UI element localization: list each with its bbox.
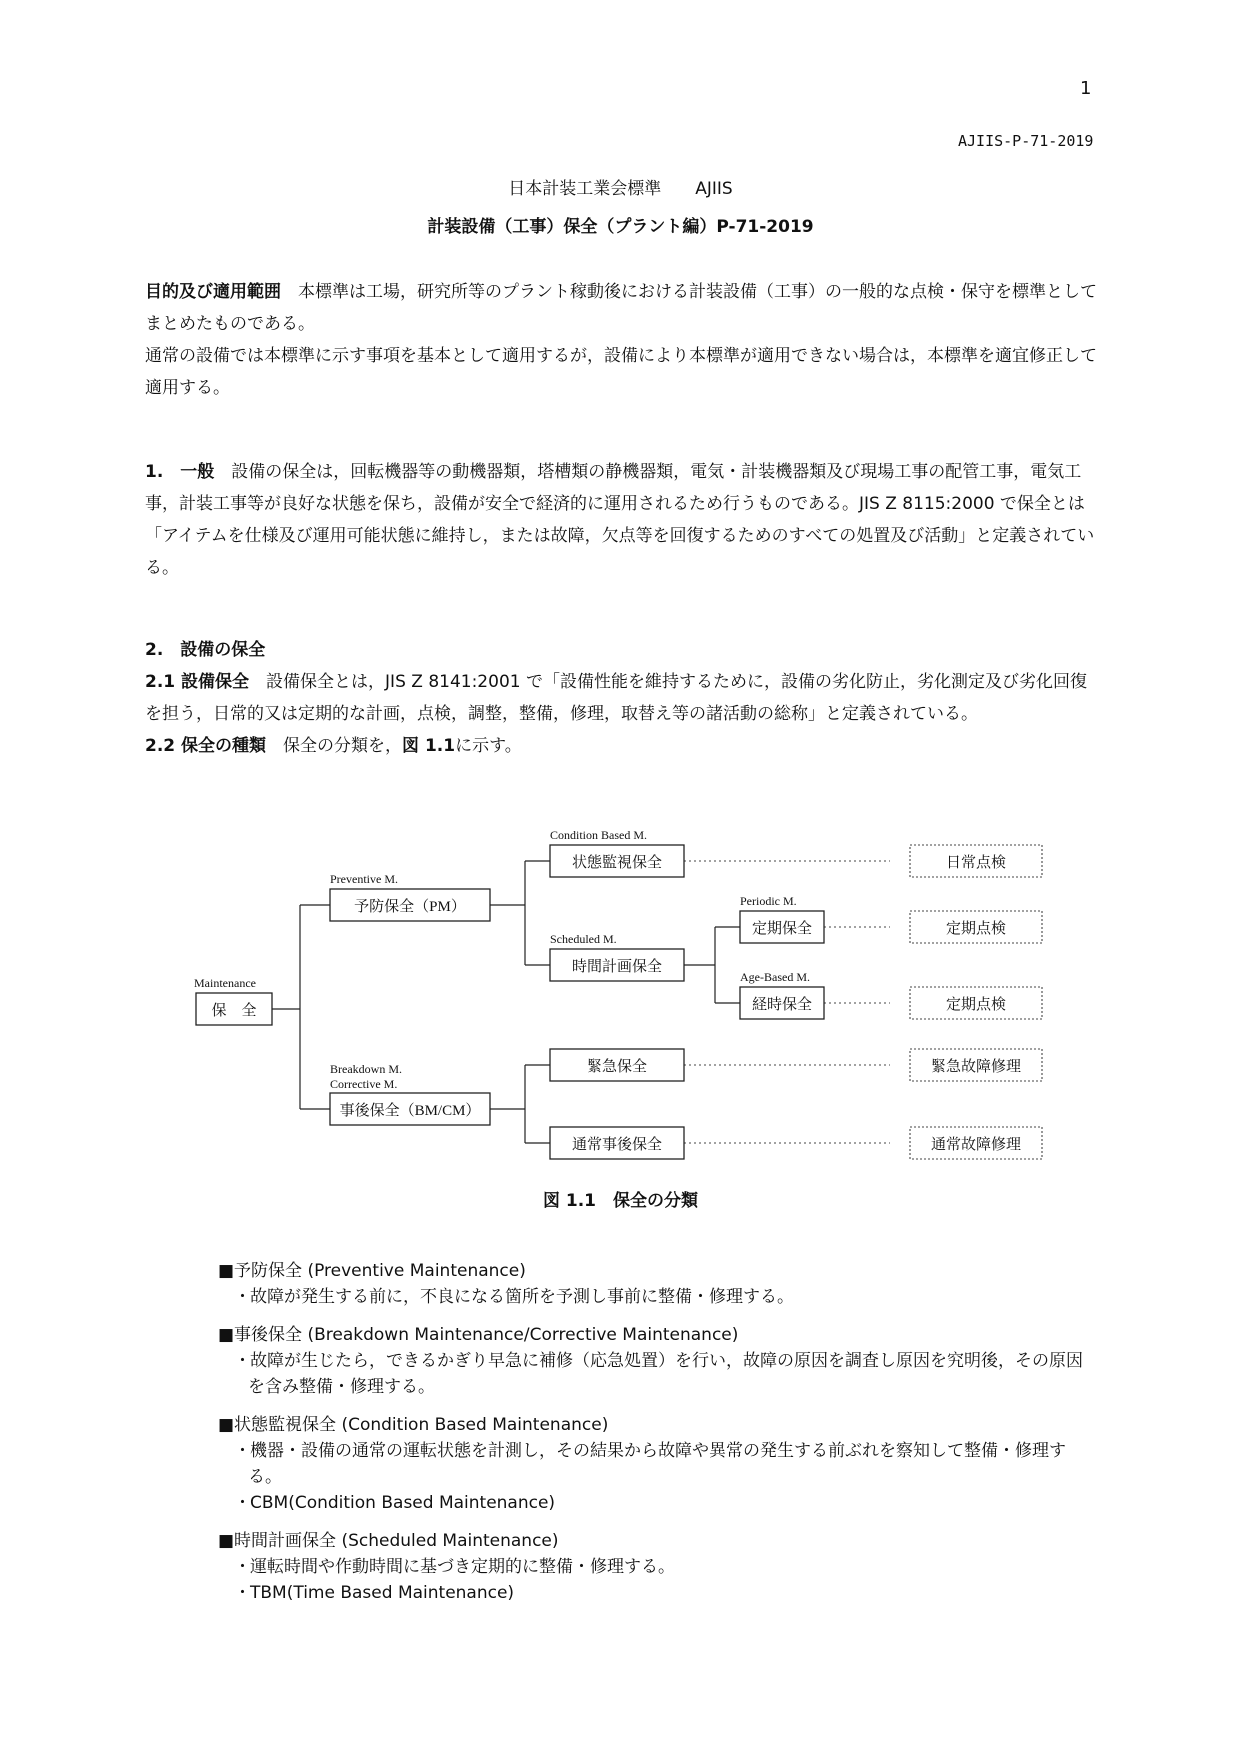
outcome-emergency-label: 緊急故障修理: [930, 1059, 1022, 1075]
document-title: 計装設備（工事）保全（プラント編）P-71-2019: [427, 217, 814, 237]
definition-breakdown: [218, 1322, 1098, 1400]
root-en-label: Maintenance: [194, 976, 256, 990]
outcome-normal-label: 通常故障修理: [930, 1137, 1022, 1153]
definition-condition-based: [218, 1412, 1098, 1516]
definition-item: ・CBM(Condition Based Maintenance): [234, 1493, 556, 1513]
periodic-en-label: Periodic M.: [740, 894, 797, 908]
scope-heading: 目的及び適用範囲: [145, 282, 281, 302]
root-jp-label: 保 全: [211, 1003, 257, 1019]
section2-1-heading: 2.1 設備保全: [145, 672, 250, 692]
maintenance-classification-diagram: [190, 825, 1070, 1165]
scope-text: 本標準は工場，研究所等のプラント稼動後における計装設備（工事）の一般的な点検・保守を標準としてまとめたものである。: [145, 282, 1097, 334]
standard-title: 日本計装工業会標準 AJIIS: [508, 179, 733, 199]
bm-en-label-2: Corrective M.: [330, 1077, 398, 1091]
definition-item: ・運転時間や作動時間に基づき定期的に整備・修理する。: [234, 1557, 675, 1577]
scheduled-jp-label: 時間計画保全: [571, 959, 663, 975]
bm-jp-label: 事後保全（BM/CM）: [339, 1103, 481, 1119]
definition-heading: ■事後保全 (Breakdown Maintenance/Corrective Maintenance): [218, 1325, 739, 1345]
periodic-jp-label: 定期保全: [751, 921, 813, 937]
cbm-jp-label: 状態監視保全: [571, 855, 663, 871]
definitions-list: [218, 1258, 1098, 1618]
definition-heading: ■時間計画保全 (Scheduled Maintenance): [218, 1531, 559, 1551]
section-general: [145, 456, 1100, 584]
document-id: AJIIS-P-71-2019: [958, 132, 1094, 150]
bm-en-label-1: Breakdown M.: [330, 1062, 402, 1076]
section-maintenance: [145, 634, 1100, 762]
definition-item: ・故障が生じたら，できるかぎり早急に補修（応急処置）を行い，故障の原因を調査し原因を究明後，その原因を含み整備・修理する。: [234, 1351, 1083, 1397]
normal-jp-label: 通常事後保全: [571, 1137, 663, 1153]
age-en-label: Age-Based M.: [740, 970, 810, 984]
definition-item: ・機器・設備の通常の運転状態を計測し，その結果から故障や異常の発生する前ぶれを察知して整備・修理する。: [234, 1441, 1066, 1487]
scheduled-en-label: Scheduled M.: [550, 932, 617, 946]
definition-item: ・故障が発生する前に，不良になる箇所を予測し事前に整備・修理する。: [234, 1287, 794, 1307]
definition-heading: ■予防保全 (Preventive Maintenance): [218, 1261, 526, 1281]
section2-2-heading: 2.2 保全の種類: [145, 736, 267, 756]
cbm-en-label: Condition Based M.: [550, 828, 648, 842]
scope-text-2: 通常の設備では本標準に示す事項を基本として適用するが，設備により本標準が適用できない場合は，本標準を適宜修正して適用する。: [145, 346, 1097, 398]
section2-heading: 2. 設備の保全: [145, 640, 266, 660]
definition-preventive: [218, 1258, 1098, 1310]
scope-section: [145, 276, 1100, 404]
figure-caption: 図 1.1 保全の分類: [542, 1191, 699, 1211]
pm-en-label: Preventive M.: [330, 872, 398, 886]
definition-heading: ■状態監視保全 (Condition Based Maintenance): [218, 1415, 609, 1435]
section2-1-text: 設備保全とは，JIS Z 8141:2001 で「設備性能を維持するために，設備の劣化防止，劣化測定及び劣化回復を担う，日常的又は定期的な計画，点検，調整，整備，修理，取替え等の諸活動の総称」と定義されている。: [145, 672, 1087, 724]
outcome-age-label: 定期点検: [945, 997, 1007, 1013]
outcome-daily-label: 日常点検: [945, 855, 1007, 871]
emergency-jp-label: 緊急保全: [586, 1059, 648, 1075]
outcome-periodic-label: 定期点検: [945, 921, 1007, 937]
definition-item: ・TBM(Time Based Maintenance): [234, 1583, 515, 1603]
age-jp-label: 経時保全: [751, 997, 813, 1013]
pm-jp-label: 予防保全（PM）: [354, 899, 466, 915]
section1-text: 設備の保全は，回転機器等の動機器類，塔槽類の静機器類，電気・計装機器類及び現場工事の配管工事，電気工事，計装工事等が良好な状態を保ち，設備が安全で経済的に運用されるため行うものである。JIS Z 8115:2000 で保全とは「アイテムを仕様及び運用可能状態に維持し，または故障，欠点等を回復するためのすべての処置及び活動」と定義されている。: [145, 462, 1095, 578]
page-number: 1: [1080, 78, 1092, 99]
figure-reference: 図 1.1: [402, 736, 456, 756]
section1-heading: 1. 一般: [145, 462, 215, 482]
section2-2-text-end: に示す。: [455, 736, 522, 756]
definition-scheduled: [218, 1528, 1098, 1606]
section2-2-text: 保全の分類を，: [283, 736, 403, 756]
